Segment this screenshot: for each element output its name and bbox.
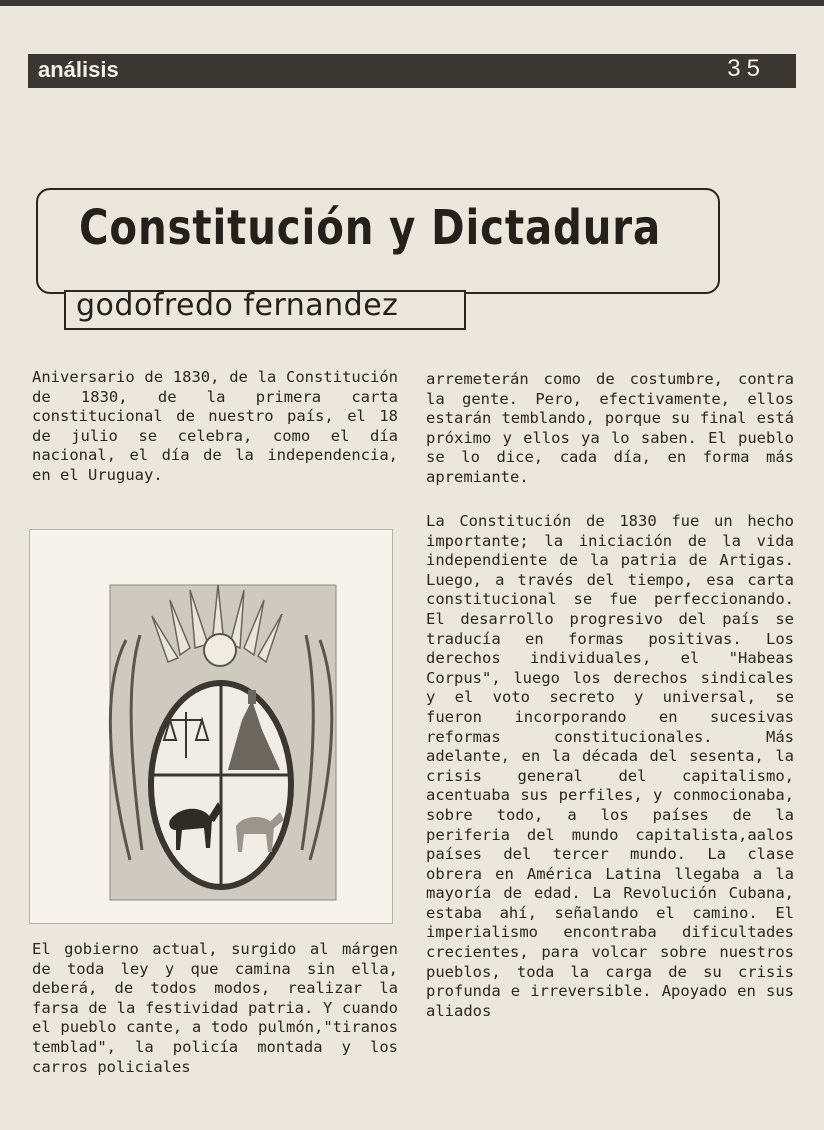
right-column-main — [426, 512, 794, 1021]
page-number: 35 — [727, 55, 766, 82]
section-header-bar — [28, 54, 796, 88]
left-column-bottom — [32, 940, 398, 1077]
article-author: godofredo fernandez — [76, 288, 399, 323]
right-top-text: arremeterán como de costumbre, contra la gente. Pero, efectivamente, ellos estarán temblando, porque su final está próximo y ellos ya lo saben. El pueblo se lo dice, cada día, en forma más apremiante. — [426, 370, 794, 486]
coat-of-arms-image — [29, 529, 393, 924]
article-title: Constitución y Dictadura — [79, 200, 662, 256]
right-main-text: La Constitución de 1830 fue un hecho importante; la iniciación de la vida independiente de la patria de Artigas. Luego, a través del tiempo, esa carta constitucional se fue perfeccionando. El desarrollo progresivo del país se traducía en formas positivas. Los derechos individuales, el "Habeas Corpus", luego los derechos sindicales y el voto secreto y universal, se fueron incorporando en sucesivas reformas constitucionales. Más adelante, en la década del sesenta, la crisis general del capitalismo, acentuaba sus perfiles, y conmocionaba, sobre todo, a los países de la periferia del mundo capitalista,aalos países del tercer mundo. La clase obrera en América Latina llegaba a la mayoría de edad. La Revolución Cubana, estaba ahí, señalando el camino. El imperialismo encontraba dificultades crecientes, para volcar sobre nuestros pueblos, toda la carga de su crisis profunda e irreversible. Apoyado en sus aliados — [426, 512, 794, 1020]
intro-paragraph — [32, 368, 398, 486]
right-column-top — [426, 370, 794, 488]
section-name: análisis — [38, 57, 119, 82]
coat-of-arms-icon — [30, 530, 392, 923]
intro-text: Aniversario de 1830, de la Constitución de 1830, de la primera carta constitucional de nuestro país, el 18 de julio se celebra, como el día nacional, el día de la independencia, en el Uruguay. — [32, 368, 398, 484]
left-bottom-text: El gobierno actual, surgido al márgen de toda ley y que camina sin ella, deberá, de todos modos, realizar la farsa de la festividad patria. Y cuando el pueblo cante, a todo pulmón,"tiranos temblad", la policía montada y los carros policiales — [32, 940, 398, 1076]
page-top-edge — [0, 0, 824, 6]
